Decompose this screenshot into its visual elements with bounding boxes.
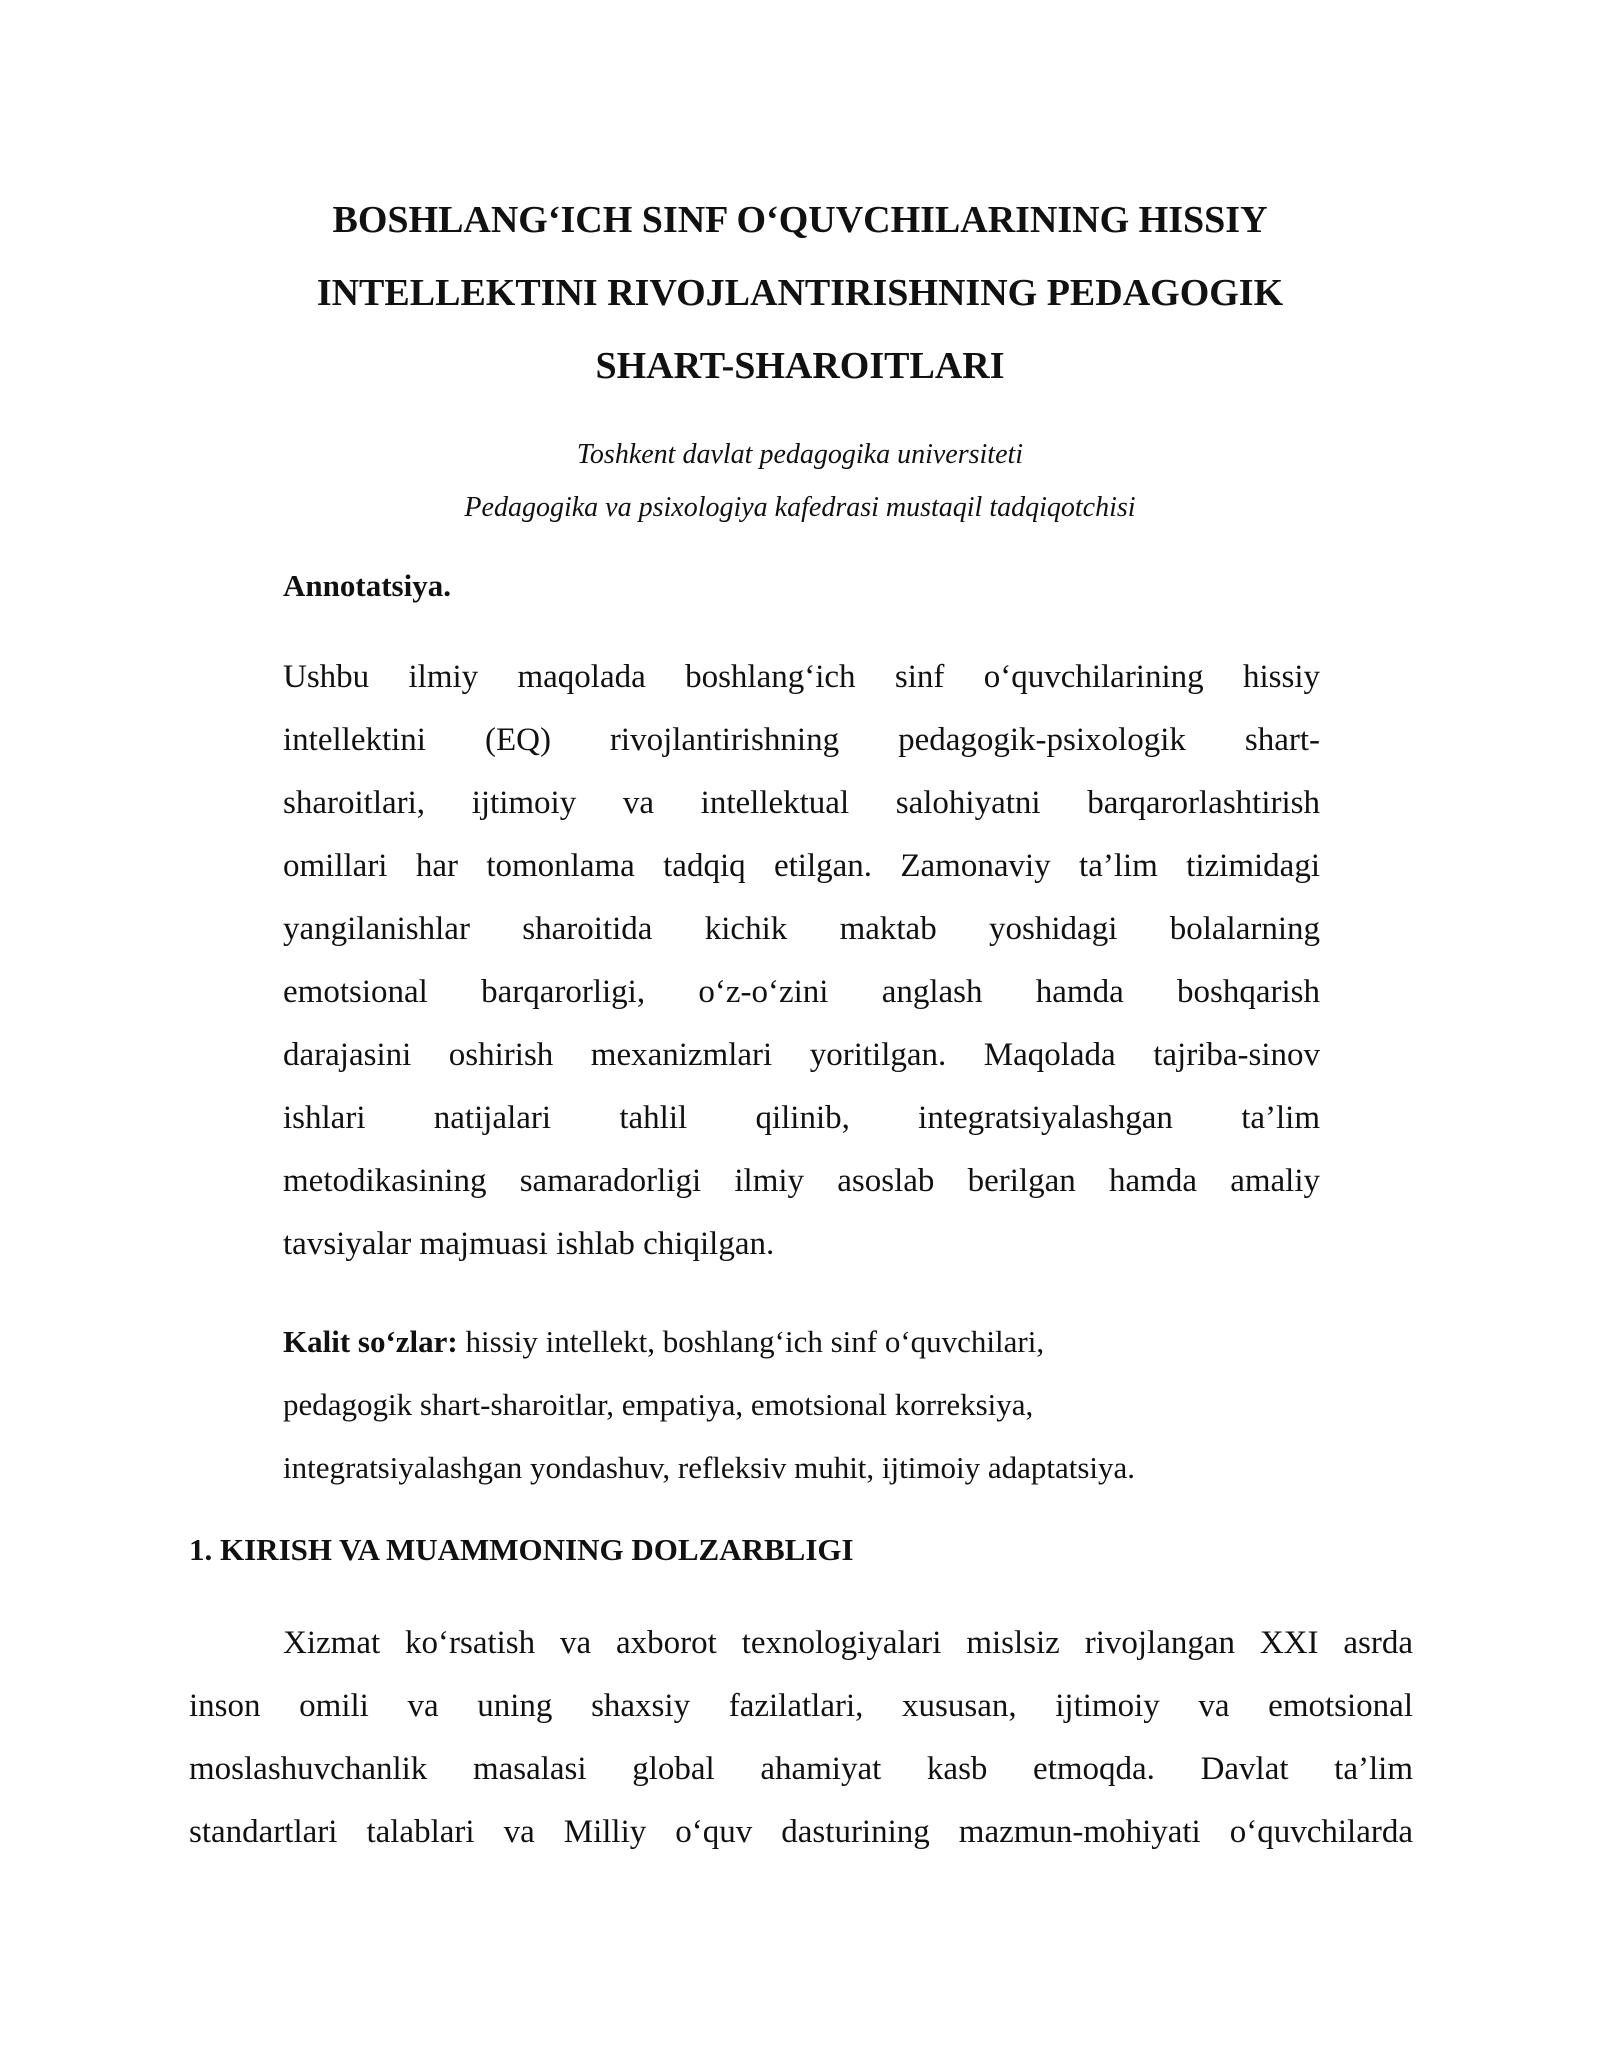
section-body: [189, 1612, 1413, 1864]
keywords-line: [283, 1310, 1320, 1373]
body-line: inson omili va uning shaxsiy fazilatlari, xususan, ijtimoiy va emotsional: [189, 1688, 1413, 1724]
paper-title: [250, 184, 1350, 403]
keywords-line: integratsiyalashgan yondashuv, refleksiv muhit, ijtimoiy adaptatsiya.: [283, 1450, 1136, 1485]
title-line: INTELLEKTINI RIVOJLANTIRISHNING PEDAGOGIK: [316, 272, 1284, 314]
annotation-line: tavsiyalar majmuasi ishlab chiqilgan.: [283, 1226, 775, 1262]
annotation-line: sharoitlari, ijtimoiy va intellektual salohiyatni barqarorlashtirish: [283, 785, 1320, 821]
annotation-text: [283, 646, 1320, 1276]
affiliation-university: Toshkent davlat pedagogika universiteti: [576, 439, 1024, 470]
annotation-line: Ushbu ilmiy maqolada boshlang‘ich sinf o‘quvchilarining hissiy: [283, 659, 1320, 695]
author-affiliation: [250, 428, 1350, 534]
annotation-line: metodikasining samaradorligi ilmiy asoslab berilgan hamda amaliy: [283, 1163, 1320, 1199]
body-line: Xizmat ko‘rsatish va axborot texnologiyalari mislsiz rivojlangan XXI asrda: [283, 1625, 1413, 1661]
title-line: BOSHLANG‘ICH SINF O‘QUVCHILARINING HISSIY: [332, 199, 1268, 241]
affiliation-department: Pedagogika va psixologiya kafedrasi mustaqil tadqiqotchisi: [464, 492, 1136, 523]
section-heading: 1. KIRISH VA MUAMMONING DOLZARBLIGI: [189, 1532, 854, 1567]
keywords-text: hissiy intellekt, boshlang‘ich sinf o‘quvchilari,: [457, 1324, 1045, 1359]
annotation-line: yangilanishlar sharoitida kichik maktab yoshidagi bolalarning: [283, 911, 1320, 947]
title-line: SHART-SHAROITLARI: [595, 345, 1005, 387]
keywords-block: [283, 1310, 1320, 1499]
annotation-line: emotsional barqarorligi, o‘z-o‘zini anglash hamda boshqarish: [283, 974, 1320, 1010]
annotation-heading: Annotatsiya.: [283, 568, 451, 603]
body-line: moslashuvchanlik masalasi global ahamiyat kasb etmoqda. Davlat ta’lim: [189, 1751, 1413, 1787]
body-line: standartlari talablari va Milliy o‘quv dasturining mazmun-mohiyati o‘quvchilarda: [189, 1814, 1413, 1850]
annotation-line: intellektini (EQ) rivojlantirishning pedagogik-psixologik shart-: [283, 722, 1320, 758]
annotation-line: darajasini oshirish mexanizmlari yoritilgan. Maqolada tajriba-sinov: [283, 1037, 1320, 1073]
keywords-line: pedagogik shart-sharoitlar, empatiya, emotsional korreksiya,: [283, 1387, 1034, 1422]
annotation-line: ishlari natijalari tahlil qilinib, integratsiyalashgan ta’lim: [283, 1100, 1320, 1136]
annotation-line: omillari har tomonlama tadqiq etilgan. Zamonaviy ta’lim tizimidagi: [283, 848, 1320, 884]
keywords-label: Kalit so‘zlar:: [283, 1324, 458, 1359]
